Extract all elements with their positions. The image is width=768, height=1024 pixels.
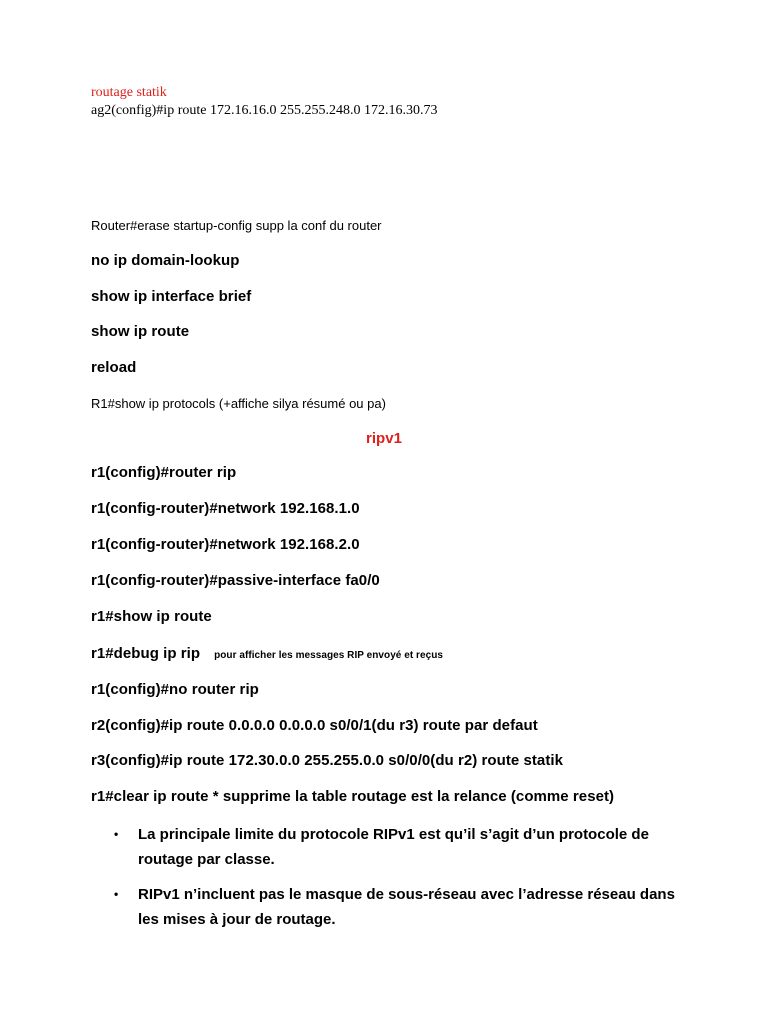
static-routing-heading: routage statik [91, 85, 167, 100]
rip-line: r1(config-router)#passive-interface fa0/0 [91, 572, 380, 589]
rip-line: r1(config)#no router rip [91, 681, 259, 698]
show-protocols-command: R1#show ip protocols (+affiche silya résumé ou pa) [91, 396, 386, 411]
rip-line: r1(config-router)#network 192.168.2.0 [91, 536, 360, 553]
static-route-command: ag2(config)#ip route 172.16.16.0 255.255.248.0 172.16.30.73 [91, 103, 438, 118]
bullet-icon: • [114, 827, 119, 841]
rip-line: r3(config)#ip route 172.30.0.0 255.255.0.0 s0/0/0(du r2) route statik [91, 752, 563, 769]
rip-line: r1(config-router)#network 192.168.1.0 [91, 500, 360, 517]
bullet-icon: • [114, 887, 119, 901]
rip-line: r1(config)#router rip [91, 464, 237, 481]
debug-note: pour afficher les messages RIP envoyé et reçus [214, 650, 443, 661]
show-interface-command: show ip interface brief [91, 288, 252, 305]
reload-command: reload [91, 359, 137, 376]
erase-command: Router#erase startup-config supp la conf du router [91, 218, 382, 233]
rip-line: r1#show ip route [91, 608, 212, 625]
debug-command: r1#debug ip rip [91, 645, 201, 662]
ripv1-heading: ripv1 [365, 430, 403, 447]
bullet-text: La principale limite du protocole RIPv1 est qu’il s’agit d’un protocole de routage par classe. [138, 826, 649, 868]
bullet-text: RIPv1 n’incluent pas le masque de sous-réseau avec l’adresse réseau dans les mises à jour de routage. [138, 886, 675, 928]
debug-line [91, 645, 443, 663]
no-domain-lookup-command: no ip domain-lookup [91, 252, 240, 269]
show-route-command: show ip route [91, 323, 190, 340]
rip-line: r1#clear ip route * supprime la table routage est la relance (comme reset) [91, 788, 615, 805]
rip-line: r2(config)#ip route 0.0.0.0 0.0.0.0 s0/0/1(du r3) route par defaut [91, 717, 538, 734]
